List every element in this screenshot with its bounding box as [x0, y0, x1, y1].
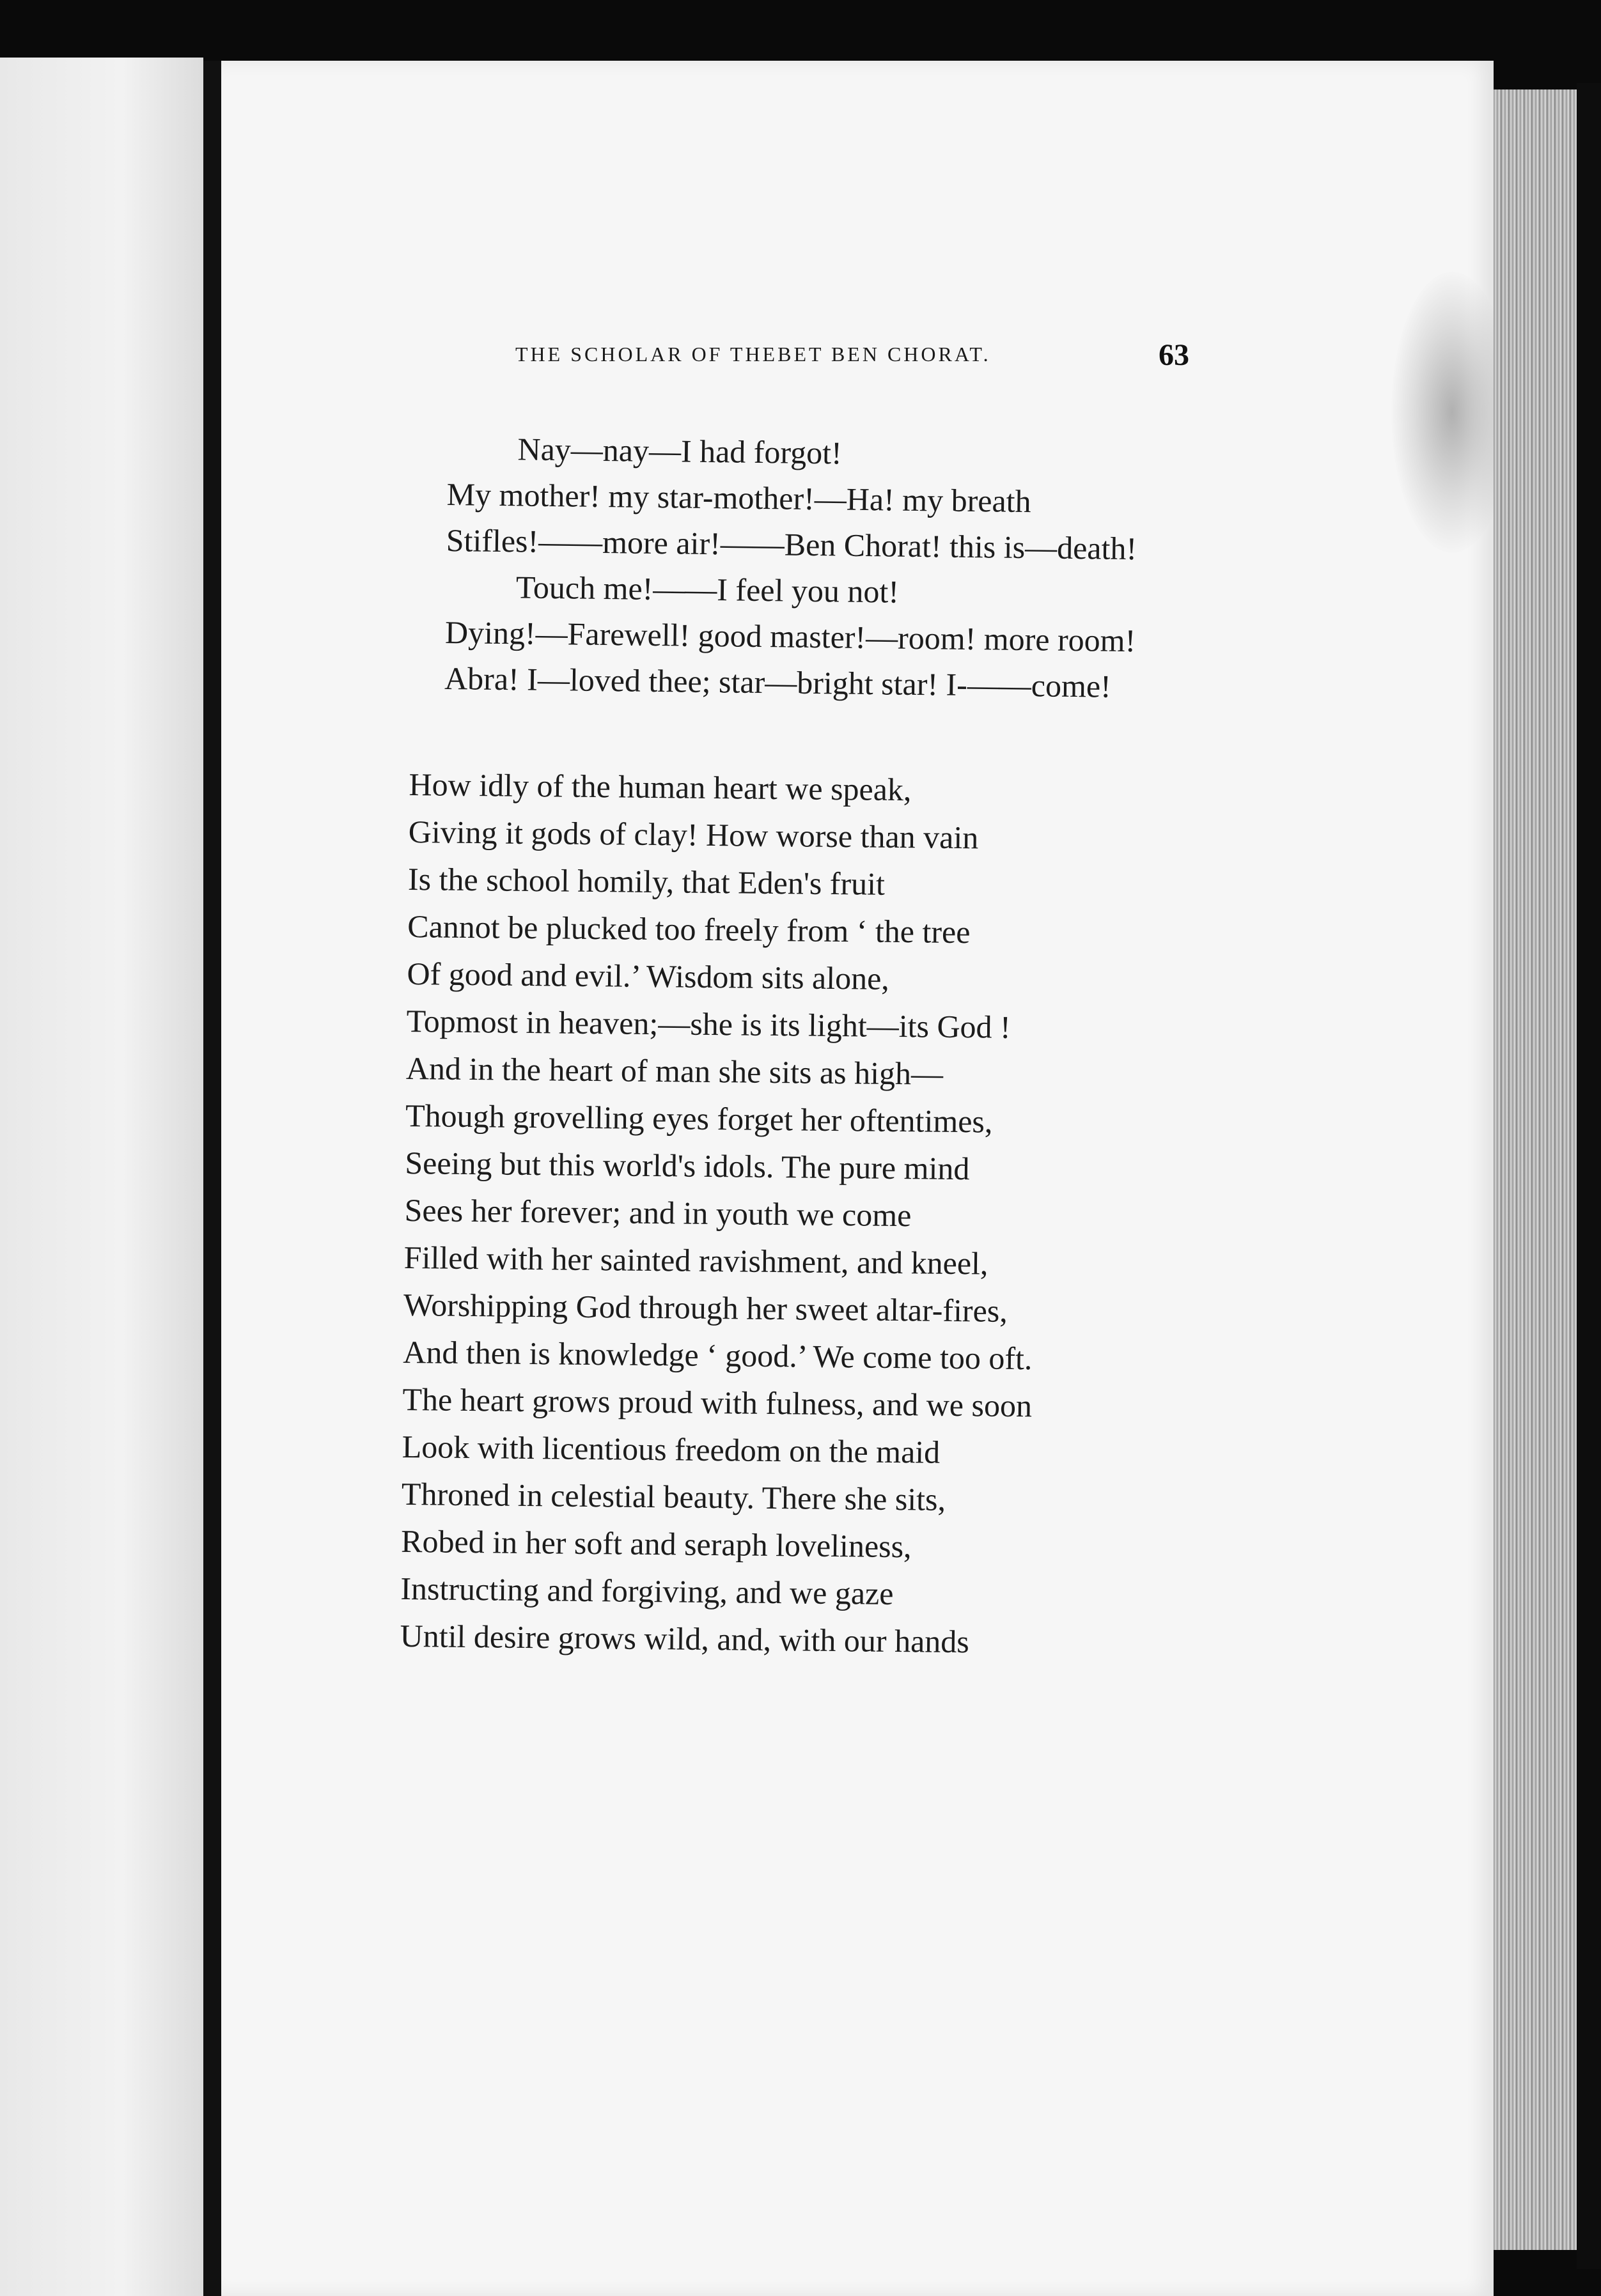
running-head: THE SCHOLAR OF THEBET BEN CHORAT.	[515, 343, 991, 366]
verse-line: Nay—nay—I had forgot!	[517, 431, 843, 471]
book-cover-edge	[1577, 83, 1601, 2269]
book-gutter	[203, 61, 221, 2296]
verse-line: Giving it gods of clay! How worse than vain	[408, 813, 979, 856]
verse-line: And then is knowledge ‘ good.’ We come too oft.	[403, 1333, 1033, 1377]
verse-line: Though grovelling eyes forget her oftentimes,	[405, 1097, 993, 1140]
verse-line: Cannot be plucked too freely from ‘ the tree	[407, 908, 971, 950]
verse-line: My mother! my star-mother!—Ha! my breath	[446, 476, 1031, 520]
verse-line: And in the heart of man she sits as high—	[405, 1050, 944, 1092]
verse-line: Dying!—Farewell! good master!—room! more room!	[444, 614, 1136, 659]
verse-line: Instructing and forgiving, and we gaze	[400, 1570, 894, 1612]
verse-stanza-1	[444, 425, 1139, 710]
verse-line: The heart grows proud with fulness, and we soon	[402, 1381, 1033, 1424]
page-number: 63	[1159, 338, 1189, 372]
facing-page	[0, 58, 203, 2296]
verse-line: Sees her forever; and in youth we come	[404, 1191, 912, 1234]
verse-line: Is the school homily, that Eden's fruit	[407, 860, 886, 902]
verse-line: Stifles!——more air!——Ben Chorat! this is—death!	[446, 522, 1137, 567]
verse-line: Worshipping God through her sweet altar-fires,	[403, 1286, 1008, 1329]
verse-line: Robed in her soft and seraph loveliness,	[400, 1523, 912, 1565]
verse-line: Touch me!——I feel you not!	[515, 569, 900, 610]
verse-line: Topmost in heaven;—she is its light—its God !	[406, 1002, 1011, 1045]
verse-line: Throned in celestial beauty. There she sits,	[401, 1475, 946, 1517]
verse-line: Seeing but this world's idols. The pure mind	[405, 1144, 970, 1187]
verse-line: Abra! I—loved thee; star—bright star! I-——come!	[444, 660, 1112, 704]
verse-stanza-2	[400, 761, 1038, 1666]
verse-line: Look with licentious freedom on the maid	[402, 1428, 941, 1470]
verse-line: Of good and evil.’ Wisdom sits alone,	[407, 955, 890, 997]
verse-line: How idly of the human heart we speak,	[409, 766, 912, 808]
verse-line: Until desire grows wild, and, with our hands	[400, 1617, 970, 1660]
verse-line: Filled with her sainted ravishment, and kneel,	[403, 1239, 988, 1282]
page-edges	[1494, 89, 1577, 2250]
